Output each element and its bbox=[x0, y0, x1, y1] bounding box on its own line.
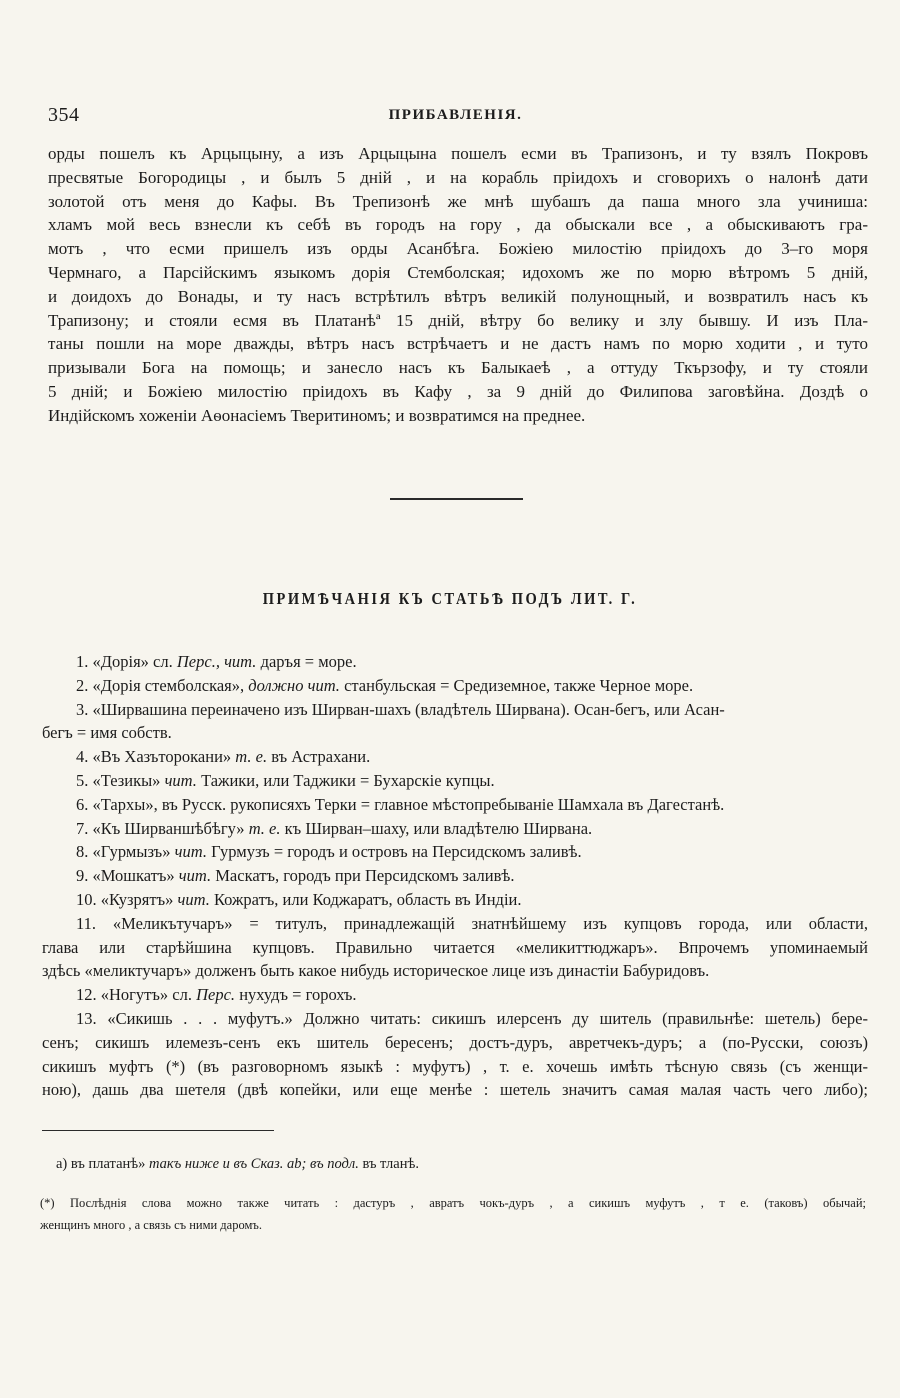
note-text: Перс., чит. bbox=[176, 652, 257, 671]
note-line: сенъ; сикишъ илемезъ-сенъ екъ шитель бересенъ; достъ-дуръ, авретчекъ-дуръ; а (по-Русски, союзъ) bbox=[42, 1032, 868, 1052]
note-number: 3. bbox=[76, 699, 89, 719]
note-line: ною), дашь два шетеля (двѣ копейки, или еще менѣе : шетель значитъ самая малая часть чего либо); bbox=[42, 1080, 868, 1100]
running-head: ПРИБАВЛЕНІЯ. bbox=[388, 107, 523, 123]
note-line bbox=[42, 698, 868, 722]
note-line bbox=[42, 912, 868, 936]
footnote-star bbox=[40, 1192, 866, 1236]
text-line: золотой отъ меня до Кафы. Въ Трепизонѣ же мнѣ шубашъ да паша много зла учиниша: bbox=[48, 191, 868, 211]
note-text: въ Астрахани. bbox=[267, 747, 371, 767]
note-line bbox=[42, 888, 868, 912]
note-text: станбульская = Средиземное, также Черное море. bbox=[339, 675, 694, 695]
note-text: «Къ Ширваншѣбѣгу» bbox=[92, 818, 249, 838]
note-line bbox=[42, 983, 868, 1007]
note-line bbox=[42, 650, 868, 674]
note-text: Кожратъ, или Коджаратъ, область въ Индiи. bbox=[209, 889, 522, 909]
note-line bbox=[42, 793, 868, 817]
text-line: и доидохъ до Вонады, и ту насъ встрѣтилъ вѣтръ великiй полунощный, и возвратилъ насъ къ bbox=[48, 286, 868, 306]
note-text: нухудъ = горохъ. bbox=[235, 985, 357, 1005]
note-text: Перс. bbox=[196, 985, 236, 1005]
note-number: 6. bbox=[76, 794, 89, 814]
note-text: «Сикишь . . . муфутъ.» Должно читать: сикишъ илерсенъ ду шитель (правильнѣе: шетель) бере- bbox=[107, 1008, 868, 1028]
note-text: «Меликътучаръ» = титулъ, принадлежащiй знатнѣйшему изъ купцовъ города, или области, bbox=[112, 913, 868, 933]
note-number: 12. bbox=[76, 985, 97, 1005]
note-text: «Въ Хазъторокани» bbox=[92, 747, 236, 767]
note-text: т. е. bbox=[248, 818, 281, 838]
note-text: Тажики, или Таджики = Бухарскiе купцы. bbox=[196, 770, 495, 790]
main-text bbox=[48, 142, 868, 428]
section-divider bbox=[390, 498, 523, 500]
text-line: Индiйскомъ хоженiи Аѳонасiемъ Тверитиномъ; и возвратимся на преднее. bbox=[48, 405, 586, 425]
note-text: чит. bbox=[164, 770, 197, 790]
footnote-divider bbox=[42, 1130, 274, 1131]
note-number: 2. bbox=[76, 675, 89, 695]
note-number: 13. bbox=[76, 1008, 97, 1028]
text-line: пресвятые Богородицы , и былъ 5 днiй , и на корабль прiидохъ и сговорихъ о налонѣ дати bbox=[48, 167, 868, 187]
note-text: чит. bbox=[174, 842, 207, 862]
note-line bbox=[42, 840, 868, 864]
notes-list bbox=[42, 650, 868, 1102]
page-header bbox=[48, 104, 863, 134]
note-text: «Тархы», въ Русск. рукописяхъ Терки = главное мѣстопребыванiе Шамхала въ Дагестанѣ. bbox=[92, 794, 725, 814]
note-number: 9. bbox=[76, 866, 89, 886]
note-text: «Дорiя» сл. bbox=[92, 652, 177, 671]
note-text: Гурмузъ = городъ и островъ на Персидскомъ заливѣ. bbox=[206, 842, 582, 862]
note-text: чит. bbox=[177, 889, 210, 909]
note-line: глава или старѣйшина купцовъ. Правильно читается «меликиттюджаръ». Впрочемъ упоминаемый bbox=[42, 937, 868, 957]
note-text: должно чит. bbox=[248, 675, 340, 695]
note-number: 7. bbox=[76, 818, 89, 838]
note-text: «Мошкатъ» bbox=[92, 866, 179, 886]
note-line bbox=[42, 745, 868, 769]
note-text: «Кузрятъ» bbox=[100, 889, 178, 909]
footnote-a-label: a) въ платанѣ» bbox=[56, 1156, 146, 1172]
note-number: 8. bbox=[76, 842, 89, 862]
note-text: «Ширвашина переиначено изъ Ширван-шахъ (владѣтель Ширвана). Осан-бегъ, или Асан- bbox=[92, 699, 725, 719]
text-line: 5 днiй; и Божiею милостiю прiидохъ въ Кафу , за 9 днiй до Филипова заговѣйна. Доздѣ о bbox=[48, 381, 868, 401]
note-line bbox=[42, 817, 868, 841]
note-12 bbox=[42, 983, 868, 1007]
note-line: бегъ = имя собств. bbox=[42, 723, 172, 743]
note-line bbox=[42, 674, 868, 698]
footnote-a bbox=[56, 1156, 419, 1173]
note-text: даръя = море. bbox=[256, 652, 357, 671]
note-text: Маскатъ, городъ при Персидскомъ заливѣ. bbox=[211, 866, 515, 886]
text-line: Трапизону; и стояли есмя въ Платанѣª 15 днiй, вѣтру бо велику и злу бывшу. И изъ Пла- bbox=[48, 310, 868, 330]
footnote-a-rest: въ тланѣ. bbox=[358, 1156, 419, 1172]
text-line: таны пошли на море дважды, вѣтръ насъ встрѣчаетъ и не дастъ намъ по морю ходити , и туто bbox=[48, 334, 868, 354]
page-number: 354 bbox=[48, 104, 80, 126]
note-13 bbox=[42, 1007, 868, 1102]
note-text: къ Ширван–шаху, или владѣтелю Ширвана. bbox=[280, 818, 593, 838]
note-text: «Гурмызъ» bbox=[92, 842, 175, 862]
text-line: хламъ мой весь взнесли къ себѣ въ городъ на гору , да обыскали все , а обыскиваютъ гра- bbox=[48, 215, 868, 235]
note-line: сикишъ муфтъ (*) (въ разговорномъ языкѣ : муфутъ) , т. е. хочешь имѣть тѣсную связь (съ женщи- bbox=[42, 1056, 868, 1076]
note-text: «Ногутъ» сл. bbox=[100, 985, 197, 1005]
text-line: мотъ , что есми пришелъ изъ орды Асанбѣга. Божiею милостiю прiидохъ до 3–го моря bbox=[48, 239, 868, 259]
note-text: т. е. bbox=[235, 747, 268, 767]
note-text: чит. bbox=[178, 866, 212, 886]
note-line: здѣсь «меликтучаръ» долженъ быть какое нибудь историческое лице изъ династiи Бабуридовъ. bbox=[42, 961, 710, 981]
note-number: 5. bbox=[76, 770, 89, 790]
note-number: 1. bbox=[76, 652, 89, 671]
note-number: 4. bbox=[76, 747, 89, 767]
notes-group bbox=[42, 650, 868, 912]
footnote-line: (*) Послѣднiя слова можно также читать : дастуръ , авратъ чокъ-дуръ , а сикишъ муфутъ , т е. (таковъ) обычай; bbox=[40, 1196, 866, 1210]
note-number: 10. bbox=[76, 889, 97, 909]
note-11 bbox=[42, 912, 868, 983]
note-text: «Дорiя стемболская», bbox=[92, 675, 249, 695]
note-line bbox=[42, 769, 868, 793]
footnote-line: женщинъ много , а связь съ ними даромъ. bbox=[40, 1218, 262, 1232]
footnote-a-italic: такъ ниже и въ Сказ. аb; въ подл. bbox=[145, 1156, 359, 1172]
text-line: Чермнаго, а Парсiйскимъ языкомъ дорiя Стемболская; идохомъ же по морю вѣтромъ 5 днiй, bbox=[48, 262, 868, 282]
text-line: призывали Бога на помощь; и занесло насъ къ Балыкаеѣ , а оттуду Ткързофу, и ту стояли bbox=[48, 358, 868, 378]
text-line: орды пошелъ къ Арцыцыну, а изъ Арцыцына пошелъ есми въ Трапизонъ, и ту взялъ Покровъ bbox=[48, 144, 868, 163]
note-line bbox=[42, 1007, 868, 1031]
section-title: ПРИМѢЧАНІЯ КЪ СТАТЬѢ ПОДЪ ЛИТ. Г. bbox=[262, 589, 638, 608]
note-number: 11. bbox=[76, 913, 97, 933]
note-line bbox=[42, 864, 868, 888]
note-text: «Тезикы» bbox=[92, 770, 165, 790]
